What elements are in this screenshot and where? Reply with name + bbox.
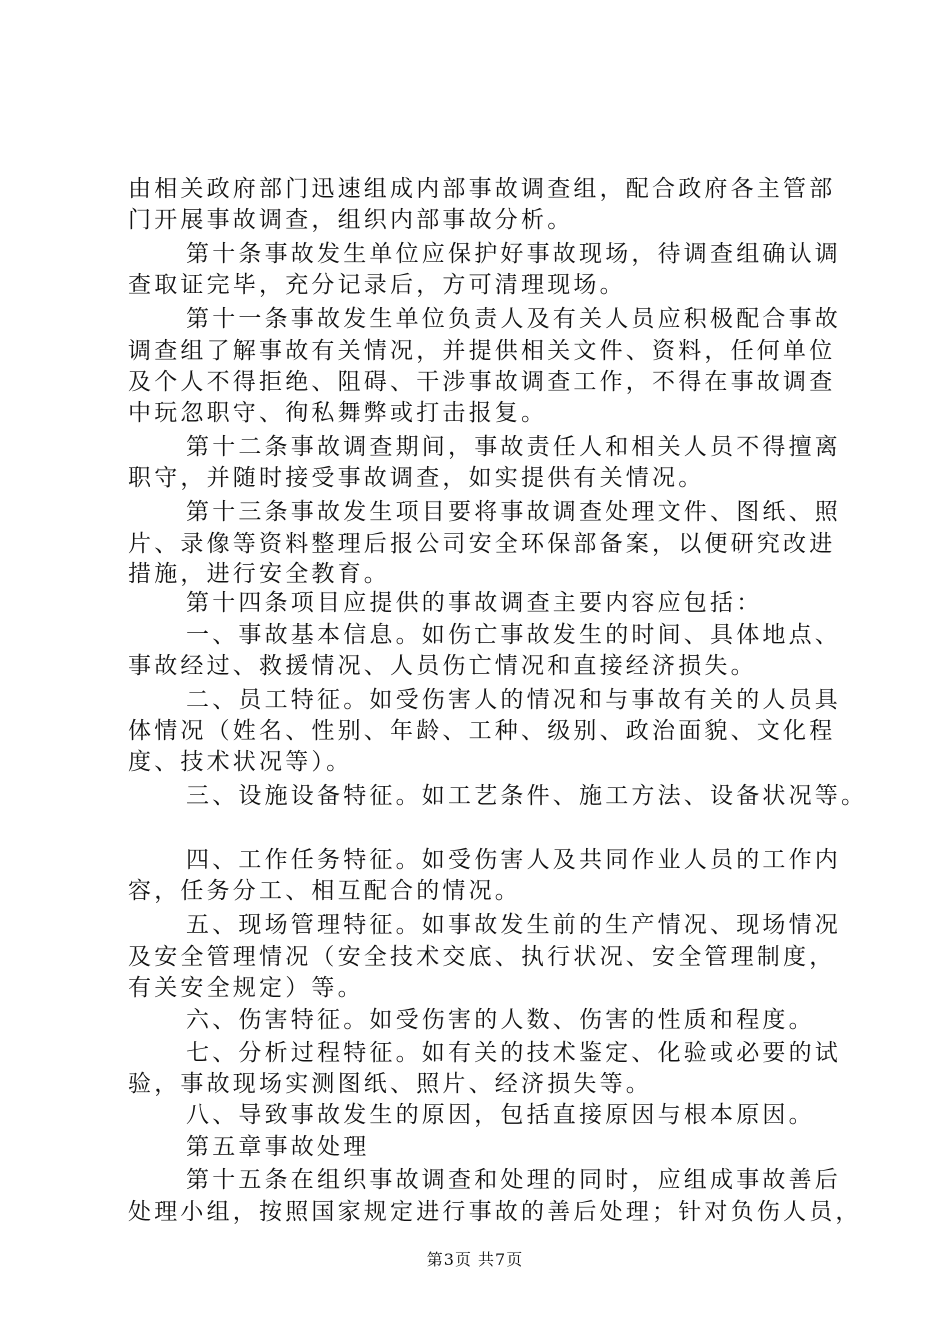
text-line: 第十条事故发生单位应保护好事故现场，待调查组确认调: [186, 241, 841, 267]
text-line: 及安全管理情况（安全技术交底、执行状况、安全管理制度，: [128, 944, 836, 970]
text-line: 由相关政府部门迅速组成内部事故调查组，配合政府各主管部: [128, 176, 836, 202]
text-line: 第十四条项目应提供的事故调查主要内容应包括：: [186, 590, 763, 616]
text-line: 验，事故现场实测图纸、照片、经济损失等。: [128, 1071, 652, 1097]
text-line: 有关安全规定）等。: [128, 975, 364, 1001]
page-number: 第3页 共7页: [426, 1250, 524, 1269]
text-line: 二、员工特征。如受伤害人的情况和与事故有关的人员具: [186, 687, 841, 713]
text-line: 四、工作任务特征。如受伤害人及共同作业人员的工作内: [186, 847, 841, 873]
text-line: 事故经过、救援情况、人员伤亡情况和直接经济损失。: [128, 653, 757, 679]
text-line: 第十五条在组织事故调查和处理的同时，应组成事故善后: [186, 1167, 841, 1193]
text-line: 一、事故基本信息。如伤亡事故发生的时间、具体地点、: [186, 622, 841, 648]
text-line: 及个人不得拒绝、阻碍、干涉事故调查工作，不得在事故调查: [128, 369, 836, 395]
text-line: 七、分析过程特征。如有关的技术鉴定、化验或必要的试: [186, 1040, 841, 1066]
text-line: 八、导致事故发生的原因，包括直接原因与根本原因。: [186, 1102, 815, 1128]
text-line: 处理小组，按照国家规定进行事故的善后处理；针对负伤人员，: [128, 1199, 862, 1225]
text-line: 体情况（姓名、性别、年龄、工种、级别、政治面貌、文化程: [128, 718, 836, 744]
text-line: 三、设施设备特征。如工艺条件、施工方法、设备状况等。: [186, 783, 868, 809]
text-line: 片、录像等资料整理后报公司安全环保部备案，以便研究改进: [128, 531, 836, 557]
text-line: 六、伤害特征。如受伤害的人数、伤害的性质和程度。: [186, 1007, 815, 1033]
text-line: 调查组了解事故有关情况，并提供相关文件、资料，任何单位: [128, 338, 836, 364]
text-line: 第十三条事故发生项目要将事故调查处理文件、图纸、照: [186, 499, 841, 525]
text-line: 门开展事故调查，组织内部事故分析。: [128, 207, 574, 233]
text-line: 第十二条事故调查期间，事故责任人和相关人员不得擅离: [186, 434, 841, 460]
chapter-heading: 第五章事故处理: [186, 1134, 370, 1160]
text-line: 中玩忽职守、徇私舞弊或打击报复。: [128, 400, 548, 426]
text-line: 容，任务分工、相互配合的情况。: [128, 878, 521, 904]
text-line: 查取证完毕，充分记录后，方可清理现场。: [128, 272, 626, 298]
text-line: 度、技术状况等）。: [128, 749, 353, 775]
text-line: 第十一条事故发生单位负责人及有关人员应积极配合事故: [186, 306, 841, 332]
text-line: 职守，并随时接受事故调查，如实提供有关情况。: [128, 465, 705, 491]
text-line: 五、现场管理特征。如事故发生前的生产情况、现场情况: [186, 912, 841, 938]
text-line: 措施，进行安全教育。: [128, 561, 390, 587]
